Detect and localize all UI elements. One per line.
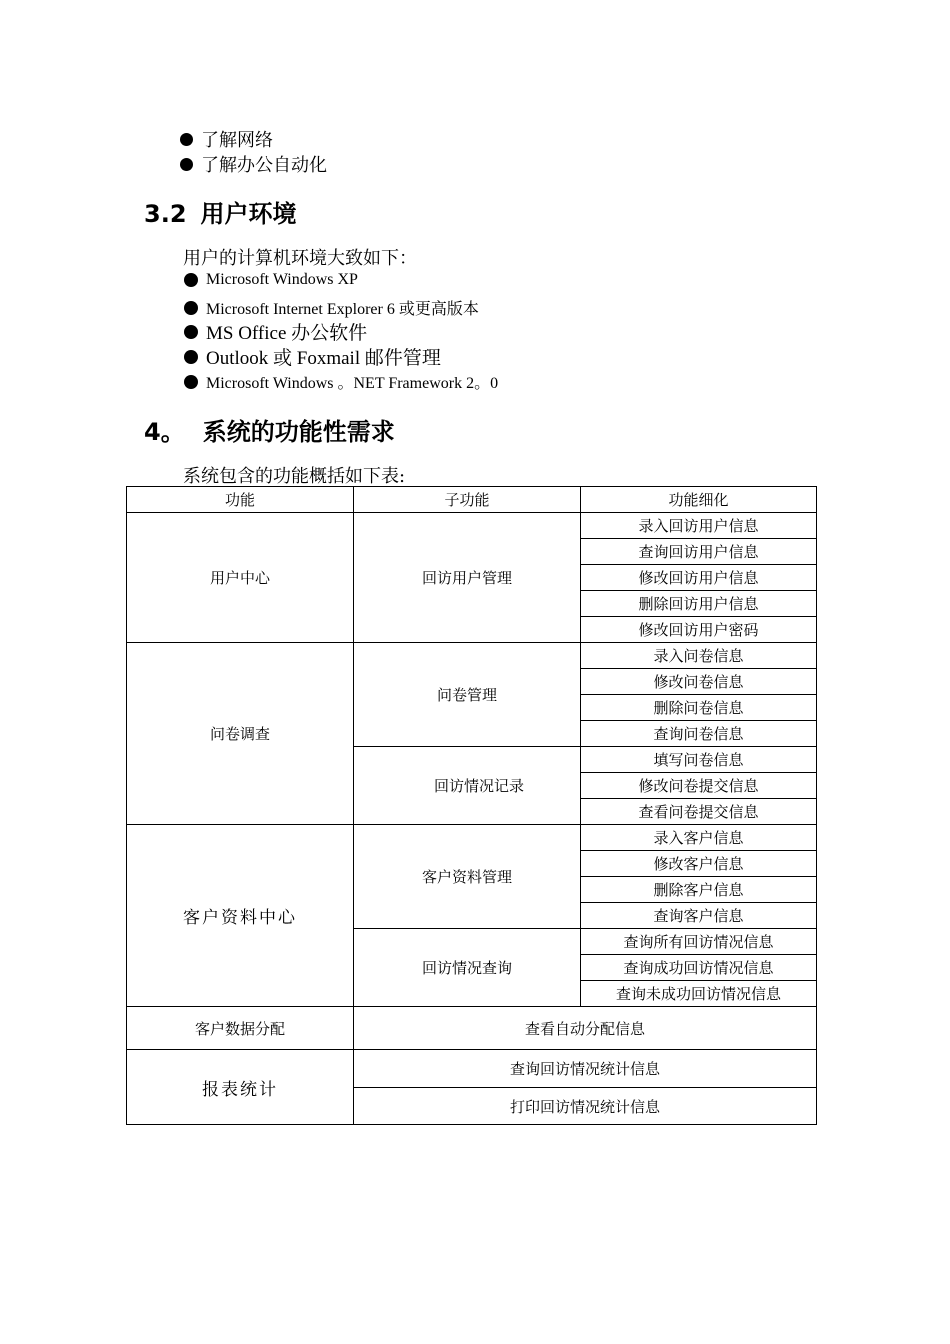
section-heading-3-2 <box>144 194 297 229</box>
section-intro: 系统包含的功能概括如下表: <box>183 466 406 487</box>
env-item <box>184 318 367 345</box>
function-cell: 客户数据分配 <box>127 1007 354 1050</box>
function-cell: 用户中心 <box>127 513 354 643</box>
function-cell: 报表统计 <box>127 1050 354 1125</box>
env-item-text: Microsoft Windows 。NET Framework 2。0 <box>206 375 499 392</box>
detail-cell: 录入问卷信息 <box>581 643 817 669</box>
table-row <box>127 643 817 669</box>
detail-cell: 查询回访情况统计信息 <box>354 1050 817 1088</box>
detail-cell: 修改问卷提交信息 <box>581 773 817 799</box>
detail-cell: 删除回访用户信息 <box>581 591 817 617</box>
env-item-text: MS Office 办公软件 <box>206 323 368 344</box>
bullet-item <box>180 151 327 177</box>
bullet-text: 了解网络 <box>201 130 273 151</box>
env-item <box>184 343 441 370</box>
bullet-icon <box>184 350 198 364</box>
bullet-text: 了解办公自动化 <box>201 155 327 176</box>
table-header-row <box>127 487 817 513</box>
bullet-icon <box>184 301 198 315</box>
detail-cell: 修改回访用户信息 <box>581 565 817 591</box>
env-item <box>184 296 479 319</box>
detail-cell: 查询客户信息 <box>581 903 817 929</box>
detail-cell: 录入回访用户信息 <box>581 513 817 539</box>
sub-function-cell: 客户资料管理 <box>354 825 581 929</box>
section-number: 3.2 <box>144 200 187 228</box>
env-item-text: Microsoft Internet Explorer 6 或更高版本 <box>206 301 479 318</box>
detail-cell: 查看自动分配信息 <box>354 1007 817 1050</box>
sub-function-cell: 回访情况记录 <box>354 747 581 825</box>
section-intro: 用户的计算机环境大致如下： <box>183 248 417 269</box>
bullet-item <box>180 126 273 152</box>
detail-cell: 录入客户信息 <box>581 825 817 851</box>
section-heading-4 <box>144 412 395 447</box>
detail-cell: 修改回访用户密码 <box>581 617 817 643</box>
sub-function-cell: 回访情况查询 <box>354 929 581 1007</box>
detail-cell: 查询问卷信息 <box>581 721 817 747</box>
env-item-text: Outlook 或 Foxmail 邮件管理 <box>206 348 441 369</box>
table-row <box>127 513 817 539</box>
detail-cell: 查询所有回访情况信息 <box>581 929 817 955</box>
detail-cell: 查询成功回访情况信息 <box>581 955 817 981</box>
sub-function-cell: 问卷管理 <box>354 643 581 747</box>
bullet-icon <box>180 133 193 146</box>
detail-cell: 查询未成功回访情况信息 <box>581 981 817 1007</box>
section-number: 4。 <box>144 418 185 446</box>
sub-function-cell: 回访用户管理 <box>354 513 581 643</box>
env-item-text: Microsoft Windows XP <box>206 271 358 288</box>
section-title: 系统的功能性需求 <box>202 418 395 446</box>
section-title: 用户环境 <box>200 200 297 228</box>
table-row <box>127 825 817 851</box>
table-header: 功能细化 <box>581 487 817 513</box>
table-row <box>127 1007 817 1050</box>
bullet-icon <box>180 158 193 171</box>
bullet-icon <box>184 375 198 389</box>
env-item <box>184 370 498 393</box>
function-cell: 问卷调查 <box>127 643 354 825</box>
detail-cell: 修改问卷信息 <box>581 669 817 695</box>
bullet-icon <box>184 325 198 339</box>
table-header: 子功能 <box>354 487 581 513</box>
function-table <box>126 486 817 1125</box>
bullet-icon <box>184 273 198 287</box>
detail-cell: 修改客户信息 <box>581 851 817 877</box>
detail-cell: 删除问卷信息 <box>581 695 817 721</box>
detail-cell: 删除客户信息 <box>581 877 817 903</box>
detail-cell: 查看问卷提交信息 <box>581 799 817 825</box>
detail-cell: 填写问卷信息 <box>581 747 817 773</box>
table-header: 功能 <box>127 487 354 513</box>
table-row <box>127 1050 817 1088</box>
detail-cell: 打印回访情况统计信息 <box>354 1088 817 1125</box>
function-cell: 客户资料中心 <box>127 825 354 1007</box>
detail-cell: 查询回访用户信息 <box>581 539 817 565</box>
env-item <box>184 271 358 289</box>
